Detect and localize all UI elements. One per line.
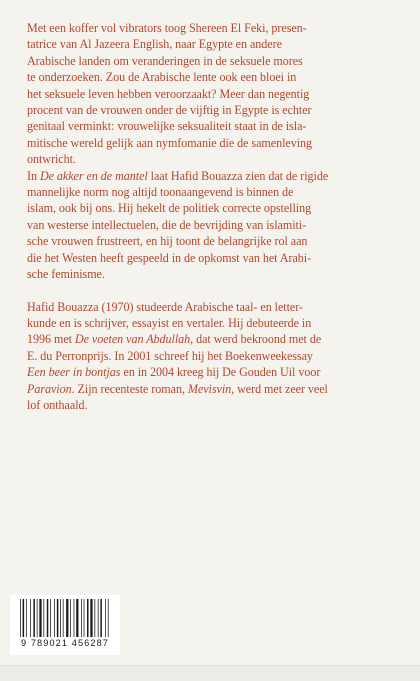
text-line <box>27 381 399 397</box>
barcode-bar <box>30 599 31 637</box>
text-line <box>27 364 399 380</box>
barcode-icon <box>18 599 112 639</box>
bottom-edge <box>0 665 420 681</box>
text-line: het seksuele leven hebben veroorzaakt? Meer dan negentig <box>27 86 310 101</box>
text-line: mitische wereld gelijk aan nymfomanie die de samenleving <box>27 135 313 150</box>
barcode-bar <box>33 599 35 637</box>
text-line: procent van de vrouwen onder de vijftig in Egypte is echter <box>27 103 312 118</box>
blurb-paragraph-2 <box>27 168 399 283</box>
text-line: tatrice van Al Jazeera English, naar Egypte en andere <box>27 37 282 52</box>
text-fragment: en in 2004 kreeg hij De Gouden Uil voor <box>120 365 321 380</box>
barcode-bar <box>81 599 82 637</box>
isbn-barcode <box>10 595 120 655</box>
text-line: Hafid Bouazza (1970) studeerde Arabische taal- en letter- <box>27 299 303 314</box>
text-fragment: . Zijn recenteste roman, <box>71 381 188 396</box>
barcode-bar <box>70 599 71 637</box>
barcode-bar <box>98 599 99 637</box>
text-line: lof onthaald. <box>27 397 88 412</box>
barcode-bar <box>105 599 106 637</box>
text-line: sche feminisme. <box>27 267 105 282</box>
barcode-bar <box>66 599 68 637</box>
text-fragment: , dat werd bekroond met de <box>190 332 322 347</box>
barcode-bar <box>47 599 49 637</box>
text-fragment: laat Hafid Bouazza zien dat de rigide <box>147 168 329 183</box>
text-line: kunde en is schrijver, essayist en vertaler. Hij debuteerde in <box>27 315 312 330</box>
text-line: te onderzoeken. Zou de Arabische lente ook een bloei in <box>27 70 297 85</box>
barcode-bar <box>108 599 109 637</box>
barcode-bar <box>76 599 78 637</box>
text-fragment: In <box>27 168 40 183</box>
book-title: Paravion <box>27 381 72 396</box>
author-bio <box>27 299 399 414</box>
text-fragment: 1996 met <box>27 332 75 347</box>
text-line: Arabische landen om veranderingen in de seksuele mores <box>27 53 303 68</box>
text-line: van westerse intellectuelen, die de bevrijding van islamiti- <box>27 217 307 232</box>
barcode-bar <box>60 599 61 637</box>
barcode-bar <box>94 599 95 637</box>
text-line: ontwricht. <box>27 152 76 167</box>
book-title: De akker en de mantel <box>39 168 148 183</box>
barcode-bar <box>37 599 38 637</box>
book-title: Mevisvin <box>187 381 232 396</box>
barcode-bar <box>84 599 85 637</box>
book-title: Een beer in bontjas <box>27 365 121 380</box>
text-line: E. du Perronprijs. In 2001 schreef hij het Boekenweekessay <box>27 348 313 363</box>
text-fragment: , werd met zeer veel <box>231 381 328 396</box>
barcode-bar <box>39 599 41 637</box>
barcode-bar <box>90 599 92 637</box>
barcode-bar <box>54 599 55 637</box>
text-line: sche vrouwen frustreert, en hij toont de belangrijke rol aan <box>27 234 308 249</box>
text-line: Met een koffer vol vibrators toog Shereen El Feki, presen- <box>27 21 307 35</box>
barcode-bar <box>43 599 44 637</box>
blurb-paragraph-1 <box>27 20 399 168</box>
barcode-bar <box>74 599 75 637</box>
barcode-bar <box>63 599 64 637</box>
text-line: mannelijke norm nog altijd toonaangevend is binnen de <box>27 185 294 200</box>
barcode-bar <box>23 599 25 637</box>
barcode-bar <box>57 599 59 637</box>
text-line <box>27 168 399 184</box>
text-line <box>27 331 399 347</box>
paragraph-gap <box>27 283 399 299</box>
barcode-bar <box>20 599 21 637</box>
text-line: genitaal verminkt: vrouwelijke seksualiteit staat in de isla- <box>27 119 307 134</box>
barcode-bar <box>87 599 89 637</box>
barcode-bar <box>100 599 102 637</box>
book-title: De voeten van Abdullah <box>74 332 191 347</box>
barcode-bar <box>50 599 51 637</box>
blurb-text <box>27 20 399 413</box>
barcode-bar <box>26 599 27 637</box>
isbn-number: 9 789021 456287 <box>20 638 110 648</box>
text-line: die het Westen heeft gespeeld in de opkomst van het Arabi- <box>27 250 312 265</box>
text-line: islam, ook bij ons. Hij hekelt de politiek correcte opstelling <box>27 201 312 216</box>
